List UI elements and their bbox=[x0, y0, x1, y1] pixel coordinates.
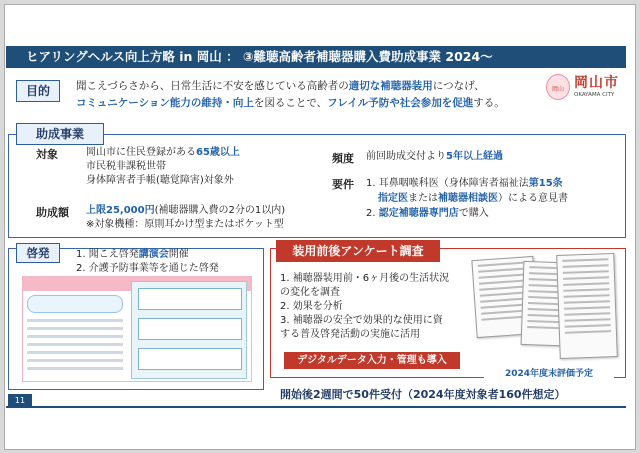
subsidy-label: 助成事業 bbox=[16, 123, 104, 145]
page-number: 11 bbox=[8, 394, 32, 408]
target-line-1: 岡山市に住民登録がある65歳以上 bbox=[86, 147, 240, 158]
survey-forms-image bbox=[466, 254, 620, 370]
amount-text: 上限25,000円(補聴器購入費の2分の1以内) bbox=[86, 205, 286, 216]
awareness-item-2: 2. 介護予防事業等を通じた啓発 bbox=[76, 263, 219, 274]
requirement-1a: 1. 耳鼻咽喉科医（身体障害者福祉法第15条 bbox=[366, 178, 563, 189]
okayama-city-logo bbox=[546, 72, 626, 112]
frequency-text: 前回助成交付より5年以上経過 bbox=[366, 151, 503, 162]
bottom-rule bbox=[6, 406, 626, 408]
target-label: 対象 bbox=[36, 148, 58, 161]
survey-label: 装用前後アンケート調査 bbox=[276, 240, 440, 262]
footer-note: 開始後2週間で50件受付（2024年度対象者160件想定） bbox=[280, 388, 566, 401]
requirement-1b: 指定医または補聴器相談医）による意見書 bbox=[378, 193, 568, 204]
forms-caption: 2024年度末評価予定 bbox=[484, 366, 614, 379]
city-emblem-icon: 岡山 bbox=[546, 74, 570, 100]
awareness-leaflet-image bbox=[22, 276, 252, 382]
digital-data-badge: デジタルデータ入力・管理も導入 bbox=[284, 352, 460, 369]
survey-item-1b: の変化を調査 bbox=[280, 287, 340, 298]
requirements-label: 要件 bbox=[332, 178, 354, 191]
city-name: 岡山市 bbox=[574, 75, 619, 91]
survey-item-2: 2. 効果を分析 bbox=[280, 301, 343, 312]
awareness-item-1: 1. 聞こえ啓発講演会開催 bbox=[76, 249, 189, 260]
city-name-en: OKAYAMA CITY bbox=[574, 92, 615, 98]
survey-item-1a: 1. 補聴器装用前・6ヶ月後の生活状況 bbox=[280, 273, 450, 284]
survey-item-3a: 3. 補聴器の安全で効果的な使用に資 bbox=[280, 315, 443, 326]
frequency-label: 頻度 bbox=[332, 152, 354, 165]
purpose-text: 聞こえづらさから、日常生活に不安を感じている高齢者の適切な補聴器装用につなげ、 コミュニケーション能力の維持・向上を図ることで、フレイル予防や社会参加を促進する。 bbox=[76, 80, 505, 109]
requirement-2: 2. 認定補聴器専門店で購入 bbox=[366, 208, 489, 219]
target-line-3: 身体障害者手帳(聴覚障害)対象外 bbox=[86, 175, 234, 186]
survey-list bbox=[280, 272, 449, 342]
page-title: ヒアリングヘルス向上方略 in 岡山 ： ③難聴高齢者補聴器購入費助成事業 2024～ bbox=[6, 46, 626, 68]
target-line-2: 市民税非課税世帯 bbox=[86, 161, 166, 172]
amount-note: ※対象機種：原則耳かけ型またはポケット型 bbox=[86, 219, 284, 230]
amount-label: 助成額 bbox=[36, 206, 69, 219]
survey-item-3b: する普及啓発活動の実施に活用 bbox=[280, 329, 420, 340]
purpose-label: 目的 bbox=[16, 80, 60, 102]
awareness-label: 啓発 bbox=[16, 243, 60, 263]
